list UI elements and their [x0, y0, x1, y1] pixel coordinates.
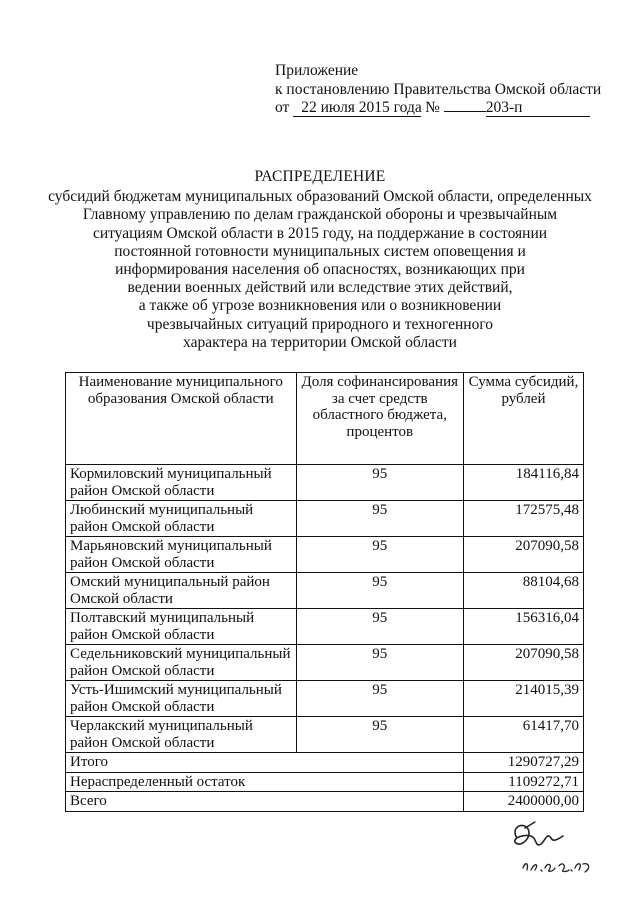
title-line: информирования населения об опасностях, возникающих при	[115, 261, 525, 279]
row-share: 95	[296, 573, 463, 609]
appendix-number-underline	[444, 111, 486, 112]
row-share: 95	[296, 465, 463, 501]
signature-mark	[505, 818, 605, 888]
subsidies-table	[65, 372, 584, 812]
document-heading: РАСПРЕДЕЛЕНИЕ	[254, 168, 386, 185]
table-row	[66, 537, 584, 573]
title-line: характера на территории Омской области	[183, 333, 457, 351]
row-share: 95	[296, 645, 463, 681]
grand-total-label: Всего	[66, 792, 464, 812]
appendix-block	[275, 62, 615, 118]
row-name: Марьяновский муниципальный район Омской области	[66, 537, 297, 573]
row-sum: 184116,84	[463, 465, 583, 501]
appendix-number-sign: №	[425, 99, 440, 116]
row-sum: 207090,58	[463, 537, 583, 573]
total-label: Итого	[66, 753, 464, 773]
unallocated-row	[66, 772, 584, 792]
appendix-from-label: от	[275, 99, 290, 116]
row-name: Седельниковский муниципальный район Омской области	[66, 645, 297, 681]
table-row	[66, 609, 584, 645]
row-sum: 214015,39	[463, 681, 583, 717]
handwritten-signature	[505, 818, 605, 888]
row-sum: 88104,68	[463, 573, 583, 609]
table-row	[66, 681, 584, 717]
unallocated-label: Нераспределенный остаток	[66, 772, 464, 792]
row-share: 95	[296, 717, 463, 753]
row-sum: 61417,70	[463, 717, 583, 753]
row-name: Омский муниципальный район Омской области	[66, 573, 297, 609]
header-sum: Сумма субсидий, рублей	[463, 373, 583, 465]
appendix-line-2: к постановлению Правительства Омской области	[275, 80, 602, 98]
title-line: ситуациям Омской области в 2015 году, на поддержание в состоянии	[92, 224, 548, 242]
header-name: Наименование муниципального образования Омской области	[66, 373, 297, 465]
table-row	[66, 573, 584, 609]
header-share: Доля софинансирования за счет средств областного бюджета, процентов	[296, 373, 463, 465]
row-name: Полтавский муниципальный район Омской области	[66, 609, 297, 645]
table-header-row	[66, 373, 584, 465]
row-sum: 207090,58	[463, 645, 583, 681]
appendix-number: 203-п	[486, 100, 590, 117]
total-sum: 1290727,29	[463, 753, 583, 773]
row-share: 95	[296, 609, 463, 645]
title-line: субсидий бюджетам муниципальных образований Омской области, определенных	[48, 188, 592, 206]
appendix-line-1: Приложение	[275, 62, 359, 79]
table-row	[66, 645, 584, 681]
row-sum: 156316,04	[463, 609, 583, 645]
title-line: ведении военных действий или вследствие этих действий,	[127, 279, 513, 297]
table-row	[66, 501, 584, 537]
row-name: Черлакский муниципальный район Омской области	[66, 717, 297, 753]
row-name: Любинский муниципальный район Омской области	[66, 501, 297, 537]
appendix-date-line	[275, 99, 615, 118]
appendix-date: 22 июля 2015 года	[293, 100, 421, 117]
row-share: 95	[296, 681, 463, 717]
table-row	[66, 465, 584, 501]
row-sum: 172575,48	[463, 501, 583, 537]
grand-total-row	[66, 792, 584, 812]
title-line: а также об угрозе возникновения или о возникновении	[138, 297, 502, 315]
table-row	[66, 717, 584, 753]
grand-total-sum: 2400000,00	[463, 792, 583, 812]
row-share: 95	[296, 501, 463, 537]
row-share: 95	[296, 537, 463, 573]
row-name: Усть-Ишимский муниципальный район Омской области	[66, 681, 297, 717]
row-name: Кормиловский муниципальный район Омской области	[66, 465, 297, 501]
title-line: Главному управлению по делам гражданской обороны и чрезвычайным	[82, 206, 558, 224]
total-row	[66, 753, 584, 773]
unallocated-sum: 1109272,71	[463, 772, 583, 792]
document-title	[30, 168, 610, 352]
title-line: чрезвычайных ситуаций природного и техногенного	[146, 315, 494, 333]
title-line: постоянной готовности муниципальных систем оповещения и	[114, 242, 526, 260]
